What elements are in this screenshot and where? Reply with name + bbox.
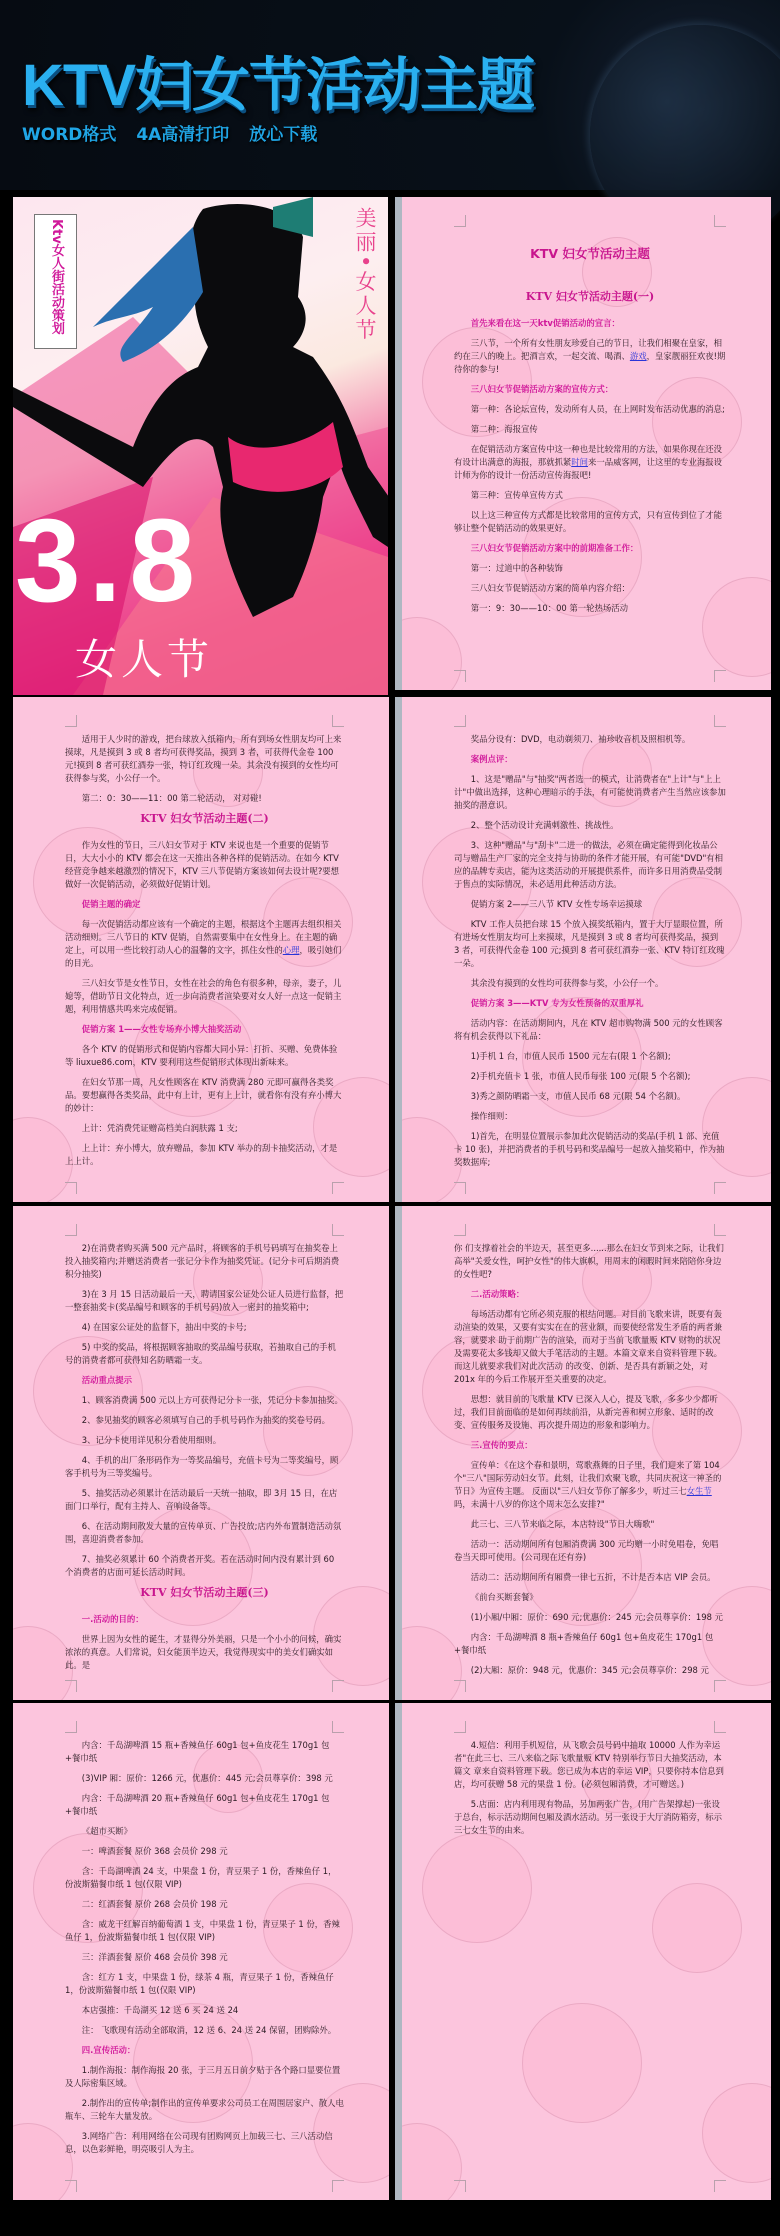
paragraph: 促销方案 2——三八节 KTV 女性专场幸运摸球 [470,899,643,909]
paragraph: 4.短信：利用手机短信，从飞歌会员号码中抽取 10000 人作为幸运者"在此三七、三八来临之际飞歌量贩 KTV 特别举行节日大抽奖活动，本篇文 章来自资料管理下载。您已成为本店的幸运 VIP，只要你持本信息到店，均可获赠 58 元的果盘 1 份。(必须包厢消费，才可赠送。) [454,1740,724,1789]
flower-decoration [395,617,462,690]
margin-corner-mark [65,1680,77,1692]
page-content [65,1739,344,2163]
flower-decoration [13,1626,73,1700]
section-heading: 活动重点提示 [81,1375,133,1385]
hyperlink[interactable]: 时间 [571,457,588,467]
document-page [13,1703,389,2200]
section-heading: 案例点评： [470,754,513,764]
banner-subtitle: WORD格式 4A高清打印 放心下载 [22,125,318,145]
text-segment: 在促销活动方案宣传中这一种也是比较常用的方法，如果你现在还没有设计出满意的海报，那就抓紧 [454,444,723,467]
paragraph: 1)首先，在明显位置展示参加此次促销活动的奖品(手机 1 部、充值卡 10 张)，并把消费者的手机号码和奖品编号一起放入抽奖箱中，作为抽奖数据库; [454,1131,725,1167]
margin-corner-mark [65,1224,77,1236]
margin-corner-mark [332,1680,344,1692]
paragraph: 世界上因为女性的诞生，才显得分外美丽，只是一个小小的问候，确实浓浓的真意。人们常说，妇女能顶半边天，我觉得现实中的美女们确实如此。是 [65,1634,342,1670]
paragraph: 其余没有摸到的女性均可获得参与奖，小公仔一个。 [470,978,664,988]
paragraph: 第三种：宣传单宣传方式 [470,490,563,500]
paragraph: 第二种：海报宣传 [470,424,538,434]
banner [0,0,780,190]
paragraph: 含：千岛湖啤酒 24 支，中果盘 1 份，青豆果子 1 份，香辣鱼仔 1，份波斯猫餐巾纸 1 包(仅限 VIP) [65,1866,337,1889]
section-heading: 促销方案 1——女性专场弃小博大抽奖活动 [81,1024,242,1034]
paragraph: 1、顾客消费满 500 元以上方可获得记分卡一张，凭记分卡参加抽奖。 [81,1395,343,1405]
paragraph: 《前台买断套餐》 [470,1592,538,1602]
paragraph: 以上这三种宣传方式都是比较常用的宣传方式，只有宣传到位了才能够让整个促销活动的效果更好。 [454,510,723,533]
paragraph: 本店强推：千岛湖买 12 送 6 买 24 送 24 [81,2005,239,2015]
margin-corner-mark [454,215,466,227]
margin-corner-mark [65,1182,77,1194]
paragraph: 上上计：弃小博大，放弃赠品，参加 KTV 举办的刮卡抽奖活动，才是上上计。 [65,1143,338,1166]
margin-corner-mark [714,1224,726,1236]
flower-decoration [422,1833,532,1943]
flower-decoration [395,1117,462,1202]
paragraph: 上计：凭消费凭证赠高档美白润肤露 1 支; [81,1123,238,1133]
paragraph: 思想：就目前的飞歌量 KTV 已深入人心，提及飞歌，多多少少都听过，我们目前面临的是如何再续前沿，从新完善和树立形象、适时的改变、宣传服务及设施、再次提升周边的形象和影响力。 [454,1394,718,1430]
margin-corner-mark [454,715,466,727]
paragraph: 三八妇女节是女性节日，女性在社会的角色有很多种，母亲，妻子，儿媳等，借助节日文化特点，近一步向消费者渲染要对女人好一点这一促销主题，利用情感共鸣来完成促销。 [65,978,342,1014]
paragraph: 3.网络广告：利用网络在公司现有团购网页上加载三七、三八活动信息，以色彩鲜艳，明亮吸引人为主。 [65,2131,333,2154]
flower-decoration [522,2003,642,2123]
margin-corner-mark [714,215,726,227]
margin-corner-mark [714,670,726,682]
page-content [454,241,726,622]
paragraph: 含：红方 1 支，中果盘 1 份，绿茶 4 瓶，青豆果子 1 份，香辣鱼仔 1，份波斯猫餐巾纸 1 包(仅限 VIP) [65,1972,334,1995]
paragraph: 二：红酒套餐 原价 268 会员价 198 元 [81,1899,228,1909]
margin-corner-mark [454,1721,466,1733]
page-content [454,1739,726,1844]
paragraph: 此三七、三八节来临之际，本店特设"节日大嗨歌" [470,1519,655,1529]
paragraph: 内含：千岛湖啤酒 20 瓶+香辣鱼仔 60g1 包+鱼皮花生 170g1 包+餐巾纸 [65,1793,330,1816]
document-page [395,1206,771,1700]
paragraph: 第一种：各论坛宣传，发动所有人员，在上网时发布活动优惠的消息; [470,404,725,414]
paragraph: 4、手机的出厂条形码作为一等奖品编号，充值卡号为二等奖编号，顾客手机号为三等奖编号。 [65,1455,339,1478]
document-title: KTV 妇女节活动主题(一) [525,290,655,303]
text-segment: 每一次促销活动都应该有一个确定的主题，根据这个主题再去组织相关活动细则。三八节日的 KTV 促销，自然需要集中在女性身上。在主题的确定上，可以用一些比较打动人心的温馨的文字，抓住女性的 [65,919,342,955]
section-heading: 首先来看在这一天ktv促销活动的宣言： [470,318,620,328]
paragraph: 1、这是"赠品"与"抽奖"两者选一的模式，让消费者在"上计"与"上上计"中做出选择，这种心理暗示的手法，有可能使消费者产生当然应该参加抽奖的潜意识。 [454,774,726,810]
text-segment: 宣传单：《在这个春和景明，莺歌燕舞的日子里，我们迎来了第 104 个"三八"国际劳动妇女节。此刻，让我们欢聚飞歌，共同庆祝这一神圣的节日》为宣传主题。 反面以"三八妇女节你了解多少，听过三七 [454,1460,722,1496]
hyperlink[interactable]: 心理 [282,945,300,955]
paragraph: 4) 在国家公证处的监督下，抽出中奖的卡号; [81,1322,247,1332]
document-page [395,697,771,1202]
margin-corner-mark [454,2180,466,2192]
flower-decoration [652,1883,742,1973]
paragraph: 5、抽奖活动必须累计在活动最后一天统一抽取，即 3月 15 日，在店面门口举行，配有主持人、音响设备等。 [65,1488,338,1511]
document-page [13,1206,389,1700]
paragraph: 第一：过道中的各种装饰 [470,563,563,573]
flower-decoration [13,1117,73,1202]
text-segment: ，皇家靓丽狂欢夜!期待你的参与! [454,351,726,374]
paragraph: 《超市买断》 [81,1826,133,1836]
margin-corner-mark [714,2180,726,2192]
flower-decoration [13,2123,73,2200]
margin-corner-mark [454,1224,466,1236]
paragraph: 6、在活动期间散发大量的宣传单页、广告投放;店内外布置制造活动氛围，喜迎消费者参加。 [65,1521,342,1544]
paragraph: 内含：千岛湖啤酒 15 瓶+香辣鱼仔 60g1 包+鱼皮花生 170g1 包+餐巾纸 [65,1740,330,1763]
paragraph: 2、整个活动设计充满刺激性、挑战性。 [470,820,619,830]
paragraph: (1)小厢/中厢：原价：690 元;优惠价：245 元;会员尊享价：198 元 [470,1612,723,1622]
section-heading: 三八妇女节促销活动方案的宣传方式： [470,384,614,394]
banner-title: KTV妇女节活动主题 [22,53,535,118]
paragraph: 一：啤酒套餐 原价 368 会员价 298 元 [81,1846,228,1856]
margin-corner-mark [65,2180,77,2192]
flower-decoration [395,2123,462,2200]
page-content [65,733,344,1175]
paragraph: 奖品分设有：DVD，电动剃须刀、袖珍收音机及照相机等。 [470,734,691,744]
margin-corner-mark [714,1182,726,1194]
document-title: KTV 妇女节活动主题 [530,246,650,261]
paragraph: (3)VIP 厢：原价：1266 元，优惠价：445 元;会员尊享价：398 元 [81,1773,333,1783]
paragraph: (2)大厢：原价：948 元，优惠价：345 元;会员尊享价：298 元 [470,1665,709,1675]
cover-big-number: 3.8 [15,495,204,627]
cover-title-box: Ktv女人街活动策划 [34,214,77,349]
margin-corner-mark [714,1721,726,1733]
cover-side-text: 美丽•女人节 [353,207,377,343]
paragraph: 活动内容：在活动期间内，凡在 KTV 超市购物满 500 元的女性顾客将有机会获得以下礼品： [454,1018,723,1041]
paragraph: 7、抽奖必须累计 60 个消费者开奖。若在活动时间内没有累计到 60 个消费者的店面可延长活动时间。 [65,1554,335,1577]
page-content [454,733,726,1176]
document-page [13,697,389,1202]
paragraph: 含：威龙干红解百纳葡萄酒 1 支，中果盘 1 份，青豆果子 1 份，香辣鱼仔 1，份波斯猫餐巾纸 1 包(仅限 VIP) [65,1919,340,1942]
hyperlink[interactable]: 游戏 [629,351,647,361]
paragraph: 第二：0：30——11：00 第二轮活动， 对对碰! [81,793,262,803]
paragraph: 1)手机 1 台，市值人民币 1500 元左右(限 1 个名额); [470,1051,671,1061]
paragraph: 你 们支撑着社会的半边天，甚至更多......那么在妇女节到来之际，让我们高举"关爱女性，呵护女性"的伟大旗帜，用周末的闲暇时间来陪陪你身边的女性吧? [454,1243,724,1279]
text-segment: ，吸引她们的目光。 [65,945,342,968]
paragraph: 3)在 3 月 15 日活动最后一天，聘请国家公证处公证人员进行监督，把一整套抽奖卡(奖品编号和顾客的手机号码)放入一密封的抽奖箱中; [65,1289,344,1312]
margin-corner-mark [332,1182,344,1194]
section-heading: 四.宣传活动： [81,2045,136,2055]
cover-page [13,197,388,695]
document-page [395,1703,771,2200]
margin-corner-mark [714,715,726,727]
text-segment: 来一品威客网，让这里的专业海报设计师为你的设计一份活动宣传海报吧! [454,457,722,480]
paragraph: 注： 飞歌现有活动全部取消，12 送 6、24 送 24 保留，团购除外。 [81,2025,337,2035]
page-content [454,1242,726,1684]
paragraph [65,918,344,970]
paragraph: 2)在消费者购买满 500 元产品时，将顾客的手机号码填写在抽奖卷上投入抽奖箱内;并赠送消费者一张记分卡作为抽奖凭证。(记分卡可后期消费积分抽奖) [65,1243,340,1279]
section-heading: 促销方案 3——KTV 专为女性预备的双重厚礼 [470,998,644,1008]
page-content [65,1242,344,1679]
paragraph: 3、这种"赠品"与"刮卡"二进一的做法，必须在确定能得到化妆品公司与赠品生产厂家的完全支持与协助的条件才能开展，有可能"DVD"有相应的品牌专卖店，能为这类活动的开展提供系件，而许多日用消费品受制于售点的实际情况，未必适用此种活动方法。 [454,840,724,889]
margin-corner-mark [332,1224,344,1236]
paragraph: 各个 KTV 的促销形式和促销内容都大同小异：打折、买赠、免费体验等 liuxue86.com，KTV 要利用这些促销形式体现出新味来。 [65,1044,338,1067]
section-heading: 促销主题的确定 [81,899,141,909]
paragraph: 三：洋酒套餐 原价 468 会员价 398 元 [81,1952,228,1962]
paragraph: 三八妇女节促销活动方案的简单内容介绍： [470,583,630,593]
margin-corner-mark [454,670,466,682]
paragraph: 2.制作出的宣传单;制作出的宣传单要求公司员工在周围居家户、散人电瓶车、三轮车大量发放。 [65,2098,344,2121]
margin-corner-mark [332,715,344,727]
paragraph: 在妇女节那一周，凡女性顾客在 KTV 消费满 280 元即可赢得各类奖品。要想赢得各类奖品，此中有上计，更有上上计，就看你有没有弃小博大的妙计： [65,1077,342,1113]
margin-corner-mark [454,1182,466,1194]
paragraph [454,443,726,482]
text-segment: 三八节，一个所有女性朋友珍爱自己的节日，让我们相聚在皇家，相约在三八的晚上。把酒言欢，一起交流、喝酒、 [454,338,723,361]
paragraph: 3、记分卡使用详见积分看使用细则。 [81,1435,222,1445]
paragraph: 2、参见抽奖的顾客必须填写自己的手机号码作为抽奖的奖卷号码。 [81,1415,330,1425]
margin-corner-mark [65,715,77,727]
paragraph: 活动二：活动期间所有厢费一律七五折，不计是否本店 VIP 会员。 [470,1572,716,1582]
paragraph: 内含：千岛湖啤酒 8 瓶+香辣鱼仔 60g1 包+鱼皮花生 170g1 包+餐巾纸 [454,1632,714,1655]
document-title: KTV 妇女节活动主题(二) [140,812,269,825]
margin-corner-mark [65,1721,77,1733]
section-heading: 二.活动策略： [470,1289,525,1299]
paragraph: 每场活动都有它所必须克服的根结问题。对目前飞歌来讲，既要有轰动渲染的效果，又要有实实在在的营业额，而要使经常发生矛盾的两者兼容，就要求 助于前期广告的渲染，而对于当前飞歌量贩 KTV 财物的状况及需要花太多钱却又做大手笔活动的主题。本篇文章来自资料管理下载。而这儿就要求我们对此次活动 的改变、创新、是否具有新颖之处，对 201x 年的今后工作展开至关重要的决定。 [454,1309,723,1384]
paragraph: 3)秀之颜防晒霜一支，市值人民币 68 元(限 54 个名额)。 [470,1091,686,1101]
paragraph: 作为女性的节日，三八妇女节对于 KTV 来说也是一个重要的促销节日，大大小小的 KTV 都会在这一天推出各种各样的促销活动。在如今 KTV 经营竞争越来越激烈的情况下，KTV 三八节促销方案该如何去设计呢?要想做好一次促销活动，必须做好促销计划。 [65,840,340,889]
paragraph [454,1459,726,1511]
cover-caption: 女人节 [75,635,214,684]
paragraph [454,337,726,376]
paragraph: 第一：9：30——10：00 第一轮热场活动 [470,603,629,613]
paragraph: 1.制作海报：制作海报 20 张，于三月五日前夕贴于各个路口显要位置及人际密集区域。 [65,2065,341,2088]
paragraph: KTV 工作人员把台球 15 个放入摸奖纸箱内，置于大厅显眼位置，所有进场女性朋友均可上来摸球，凡是摸到 3 或 8 者均可获得奖品，摸到 3 者，可获得代金卷 100 元;摸到 8 者可获红酒券一张、KTV 特订红玫瑰一朵。 [454,919,725,968]
section-heading: 三.宣传的要点： [470,1440,533,1450]
paragraph: 操作细则： [470,1111,513,1121]
flower-decoration [395,1626,462,1700]
section-heading: 一.活动的目的： [81,1614,144,1624]
paragraph: 活动一：活动期间所有包厢消费满 300 元均赠一小时免唱卷，免唱卷当天即可使用。(公司现在还有券) [454,1539,719,1562]
paragraph: 适用于人少时的游戏，把台球放入纸箱内，所有到场女性朋友均可上来摸球，凡是摸到 3 或 8 者均可获得奖品，摸到 3 者，可获得代金卷 100 元!摸到 8 者可获红酒券一张，特订红玫瑰一朵。其余没有摸到的女性均可获得参与奖，小公仔一个。 [65,734,342,783]
paragraph: 2)手机充值卡 1 张，市值人民币每张 100 元(限 5 个名额); [470,1071,691,1081]
paragraph: 5.店面：店内利用现有物品，另加两张广告，(用广告架撑起)一张设于总台，标示活动期间包厢及酒水活动。另一张设于大厅消防箱旁，标示三七女生节的由来。 [454,1799,722,1835]
text-segment: 吗，未满十八岁的你这个周末怎么安排?" [454,1499,605,1509]
document-page [395,197,771,690]
flower-decoration [702,2083,771,2183]
margin-corner-mark [332,1721,344,1733]
margin-corner-mark [332,2180,344,2192]
hyperlink[interactable]: 女生节 [686,1486,712,1496]
paragraph: 5) 中奖的奖品，将根据顾客抽取的奖品编号获取，若抽取自己的手机号的消费者都可获得知名防晒霜一支。 [65,1342,336,1365]
section-heading: 三八妇女节促销活动方案中的前期准备工作： [470,543,639,553]
document-title: KTV 妇女节活动主题(三) [140,1586,269,1599]
